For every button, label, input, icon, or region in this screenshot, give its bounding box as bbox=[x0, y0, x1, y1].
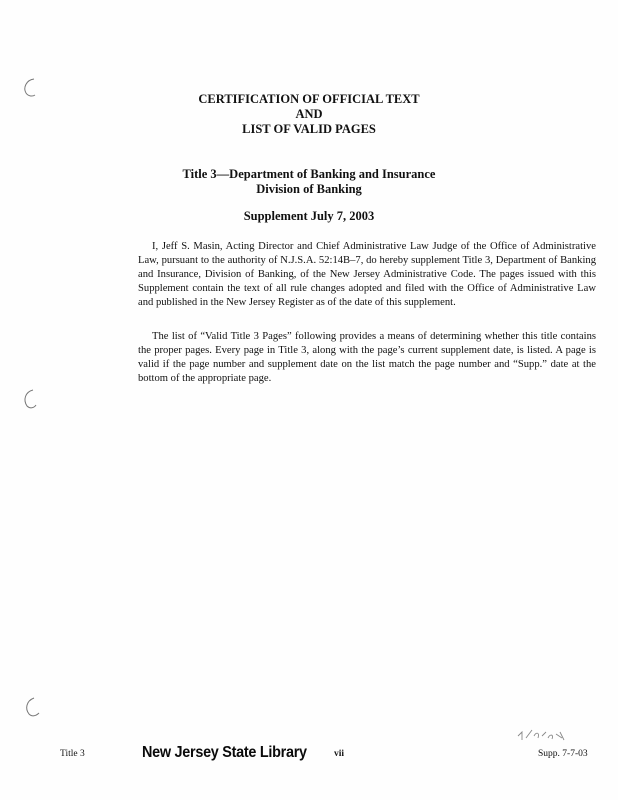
hole-punch-mark-middle bbox=[20, 388, 44, 412]
certification-heading-line-3: LIST OF VALID PAGES bbox=[242, 122, 376, 136]
title-line-2: Division of Banking bbox=[256, 182, 362, 196]
certification-heading-line-1: CERTIFICATION OF OFFICIAL TEXT bbox=[198, 92, 420, 106]
valid-pages-paragraph: The list of “Valid Title 3 Pages” following provides a means of determining whether this title contains the proper pages. Every page in Title 3, along with the page’s current supplement date, is listed. A page is valid if the page number and supplement date on the list match the page number and “Supp.” date at the bottom of the appropriate page. bbox=[138, 331, 596, 384]
title-line-1: Title 3—Department of Banking and Insurance bbox=[182, 167, 436, 181]
hole-punch-mark-bottom bbox=[22, 696, 46, 720]
library-stamp: New Jersey State Library bbox=[142, 744, 307, 761]
footer-title: Title 3 bbox=[60, 749, 85, 759]
handwritten-date-mark bbox=[514, 724, 574, 744]
certification-heading-line-2: AND bbox=[295, 107, 323, 121]
supplement-date: Supplement July 7, 2003 bbox=[243, 209, 375, 223]
certification-paragraph: I, Jeff S. Masin, Acting Director and Chief Administrative Law Judge of the Office of Administrative Law, pursuant to the authority of N.J.S.A. 52:14B–7, do hereby supplement Title 3, Department of Banking and Insurance, Division of Banking, of the New Jersey Administrative Code. The pages issued with this Supplement contain the text of all rule changes adopted and filed with the Office of Administrative Law and published in the New Jersey Register as of the date of this supplement. bbox=[138, 241, 596, 308]
footer-page-number: vii bbox=[334, 749, 345, 759]
footer-supplement: Supp. 7-7-03 bbox=[538, 749, 588, 759]
